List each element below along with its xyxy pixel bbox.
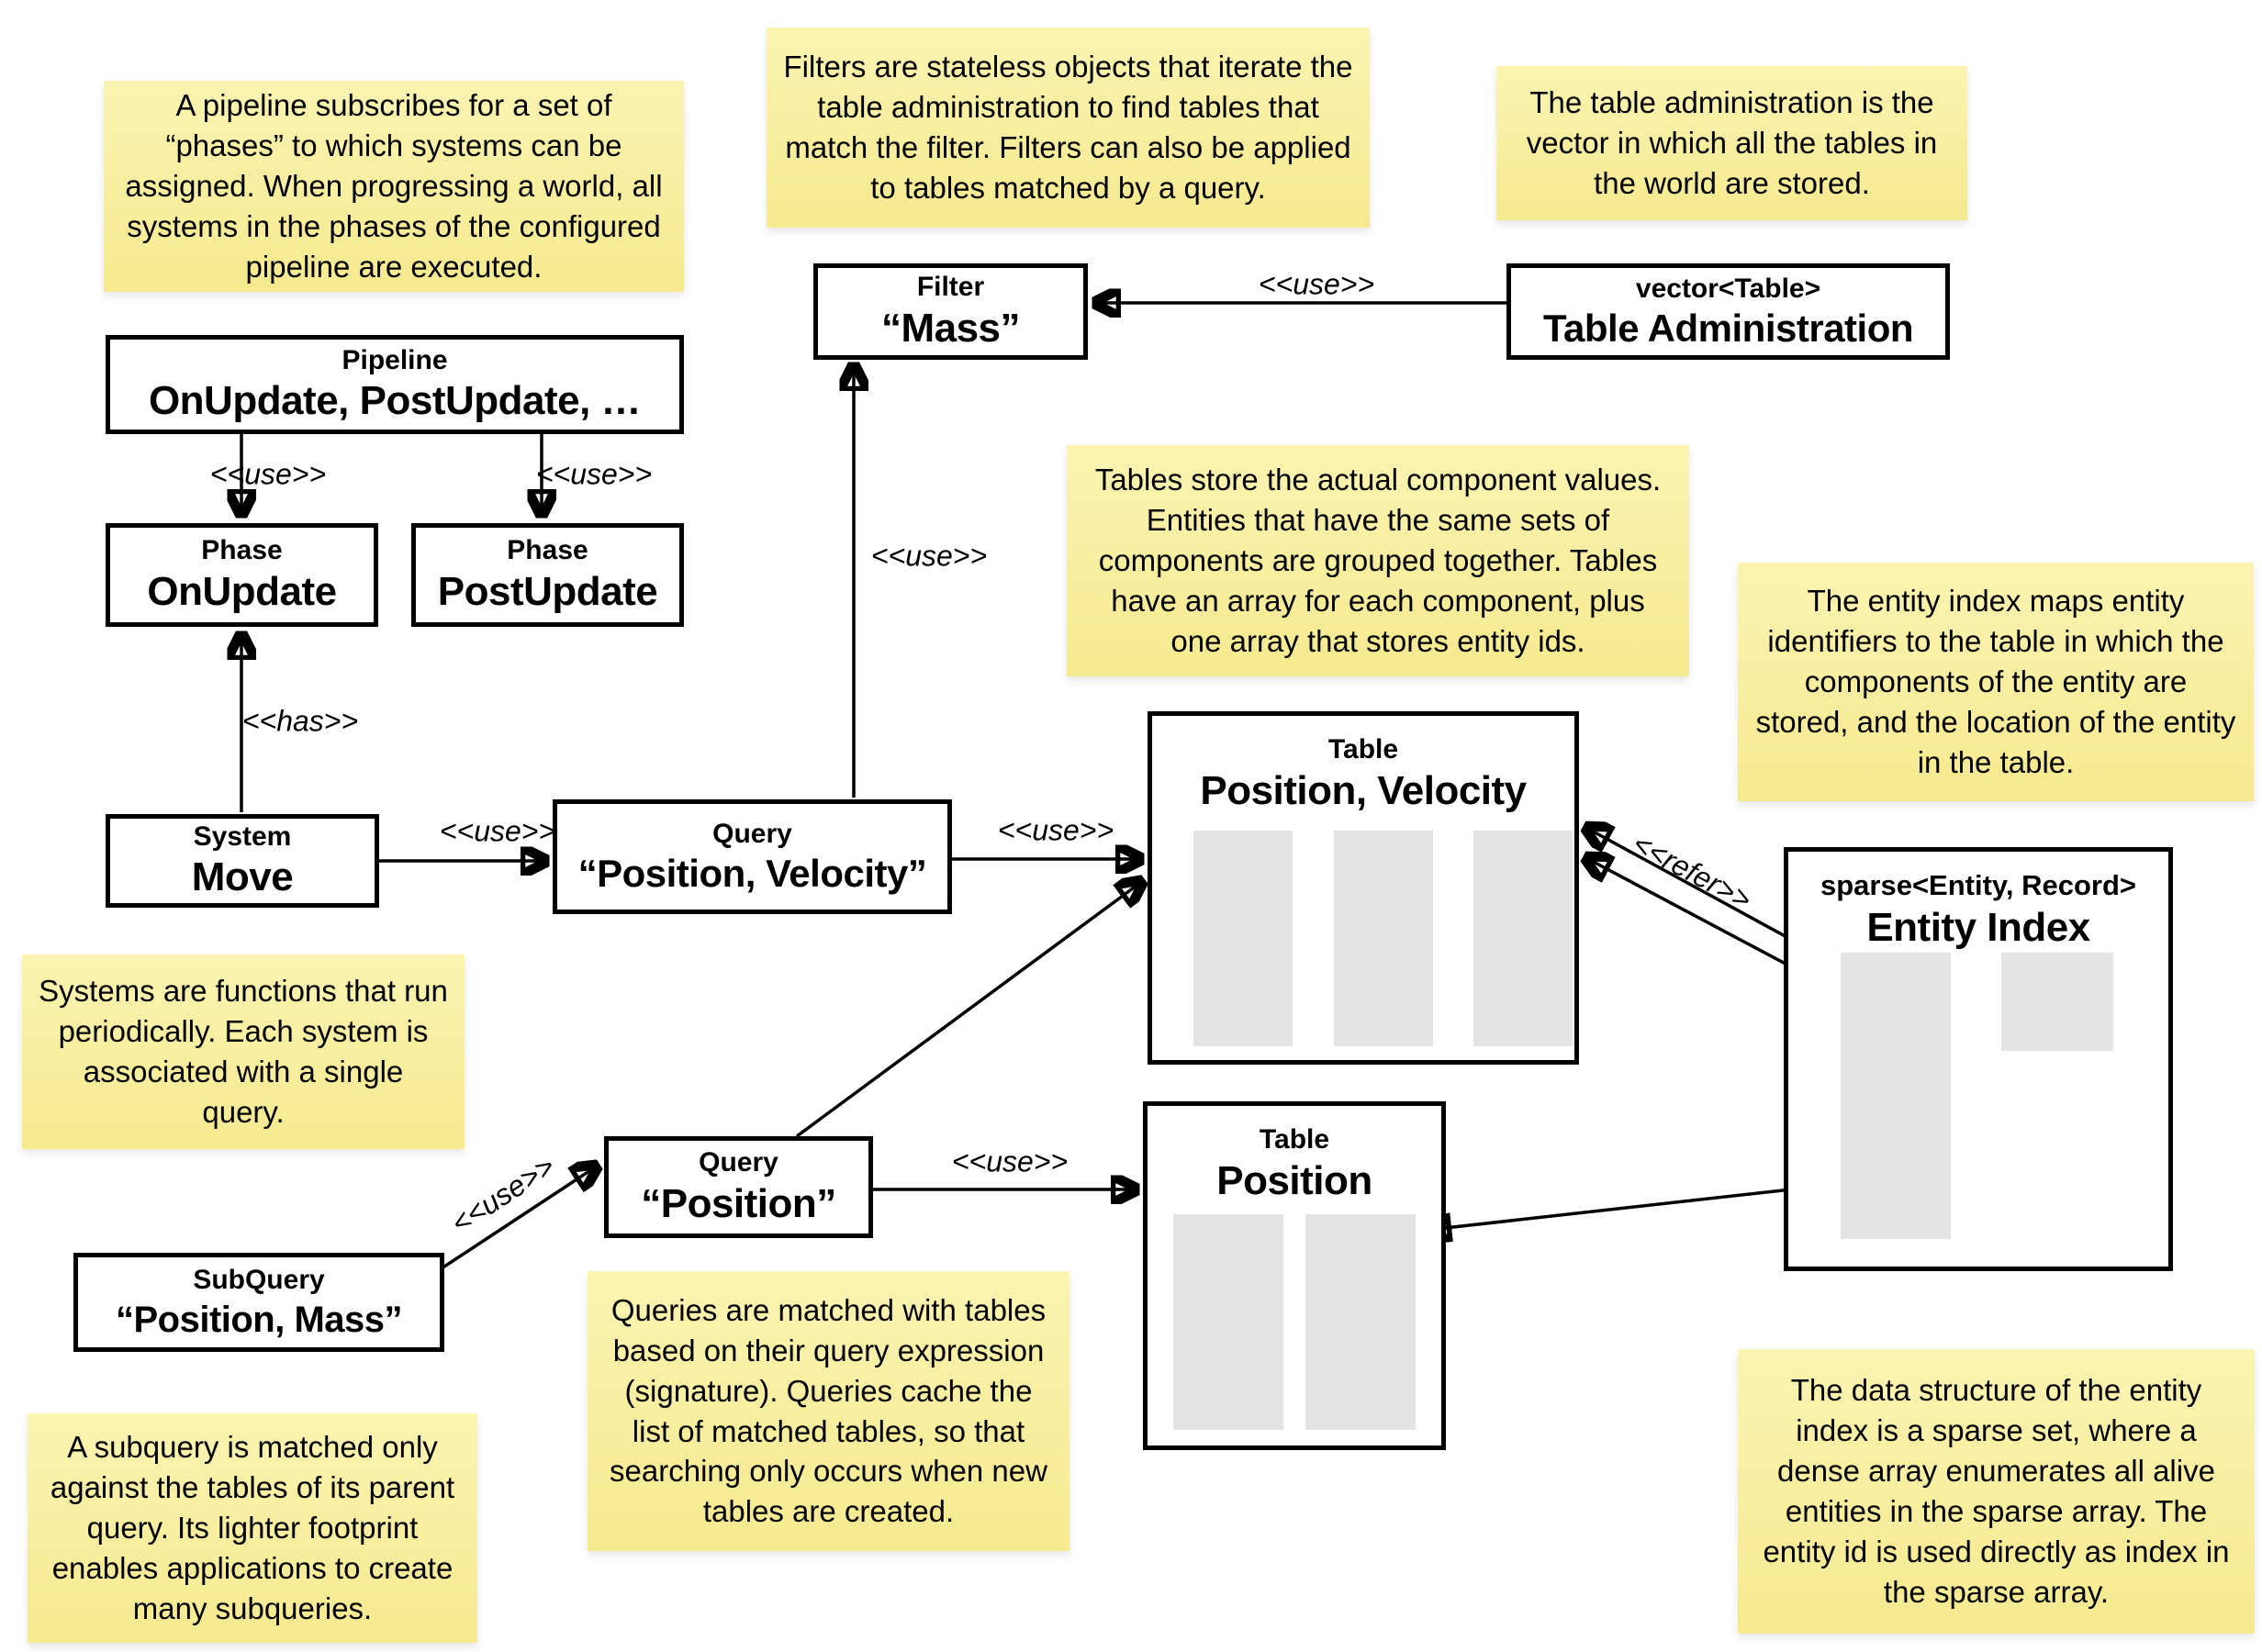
node-pipeline-stereotype: Pipeline <box>342 344 448 375</box>
edge-label-use: <<use>> <box>439 814 556 848</box>
arrow-query-p-to-table-pv <box>797 883 1140 1136</box>
node-subquery-stereotype: SubQuery <box>193 1265 325 1296</box>
node-filter-name: “Mass” <box>880 305 1021 351</box>
edge-label-has: <<has>> <box>241 704 359 738</box>
note-filters: Filters are stateless objects that iterate the table administration to find tables that match the filter. Filters can also be applied to tables matched by a query. <box>767 28 1370 228</box>
node-entity-index-name: Entity Index <box>1866 904 2090 950</box>
node-table-p-stereotype: Table <box>1259 1124 1330 1155</box>
edge-label-use: <<use>> <box>951 1144 1069 1178</box>
node-phase-postupdate-name: PostUpdate <box>437 568 658 614</box>
node-query-p-name: “Position” <box>641 1180 836 1226</box>
dense-array-block <box>2001 953 2113 1051</box>
node-phase-onupdate-stereotype: Phase <box>201 535 283 566</box>
node-entity-index-stereotype: sparse<Entity, Record> <box>1820 869 2136 901</box>
node-phase-postupdate-stereotype: Phase <box>507 535 588 566</box>
component-array-column <box>1334 831 1433 1046</box>
edge-label-use: <<use>> <box>209 457 327 491</box>
component-array-column <box>1305 1214 1416 1430</box>
note-pipeline: A pipeline subscribes for a set of “phases” to which systems can be assigned. When progressing a world, all systems in the phases of the configured pipeline are executed. <box>104 81 684 292</box>
note-sparse-set: The data structure of the entity index is a sparse set, where a dense array enumerates all alive entities in the sparse array. The entity id is used directly as index in the sparse array. <box>1738 1349 2255 1634</box>
node-query-position-velocity <box>553 799 952 914</box>
node-table-position <box>1143 1101 1446 1450</box>
note-entity-index: The entity index maps entity identifiers to the table in which the components of the entity are stored, and the location of the entity in the table. <box>1738 563 2254 801</box>
node-system-move <box>106 814 379 908</box>
arrow-entity-index-to-table-p <box>1428 1184 1841 1230</box>
edge-label-refer: <<refer>> <box>1627 826 1757 917</box>
note-table-administration: The table administration is the vector in which all the tables in the world are stored. <box>1496 66 1967 220</box>
node-query-p-stereotype: Query <box>699 1147 778 1178</box>
node-filter-stereotype: Filter <box>916 272 985 303</box>
edge-label-use: <<use>> <box>997 813 1114 847</box>
node-pipeline <box>106 335 684 434</box>
component-array-column <box>1193 831 1293 1046</box>
node-phase-postupdate <box>411 523 684 627</box>
edge-label-use: <<use>> <box>1258 267 1375 301</box>
node-query-pv-name: “Position, Velocity” <box>577 852 927 896</box>
note-tables: Tables store the actual component values. Entities that have the same sets of components are grouped together. Tables have an array for each component, plus one array that stores entity ids. <box>1067 445 1689 676</box>
node-phase-onupdate <box>106 523 378 627</box>
node-table-administration <box>1506 263 1950 360</box>
edge-label-use: <<use>> <box>535 457 653 491</box>
node-subquery-position-mass <box>73 1253 444 1352</box>
note-subquery: A subquery is matched only against the tables of its parent query. Its lighter footprint enables applications to create many subqueries. <box>28 1413 477 1643</box>
node-table-position-velocity <box>1148 711 1579 1065</box>
node-query-pv-stereotype: Query <box>712 818 792 849</box>
edge-label-use: <<use>> <box>870 539 988 573</box>
node-table-administration-name: Table Administration <box>1542 307 1914 351</box>
node-query-position <box>604 1136 873 1238</box>
note-queries: Queries are matched with tables based on their query expression (signature). Queries cache the list of matched tables, so that searching only occurs when new tables are created. <box>588 1271 1069 1551</box>
node-system-name: Move <box>191 854 294 900</box>
node-table-pv-stereotype: Table <box>1327 734 1399 765</box>
node-system-stereotype: System <box>193 820 292 852</box>
node-pipeline-name: OnUpdate, PostUpdate, … <box>148 378 642 424</box>
node-table-p-name: Position <box>1216 1157 1372 1203</box>
node-entity-index <box>1784 847 2173 1271</box>
note-systems: Systems are functions that run periodically. Each system is associated with a single query. <box>22 954 465 1149</box>
edge-label-use: <<use>> <box>444 1149 561 1241</box>
component-array-column <box>1173 1214 1283 1430</box>
node-phase-onupdate-name: OnUpdate <box>147 568 337 614</box>
sparse-array-column <box>1841 953 1951 1239</box>
node-table-pv-name: Position, Velocity <box>1200 767 1527 813</box>
component-array-column <box>1473 831 1573 1046</box>
node-table-administration-stereotype: vector<Table> <box>1635 273 1821 304</box>
node-filter-mass <box>813 263 1088 360</box>
node-subquery-name: “Position, Mass” <box>115 1299 403 1340</box>
